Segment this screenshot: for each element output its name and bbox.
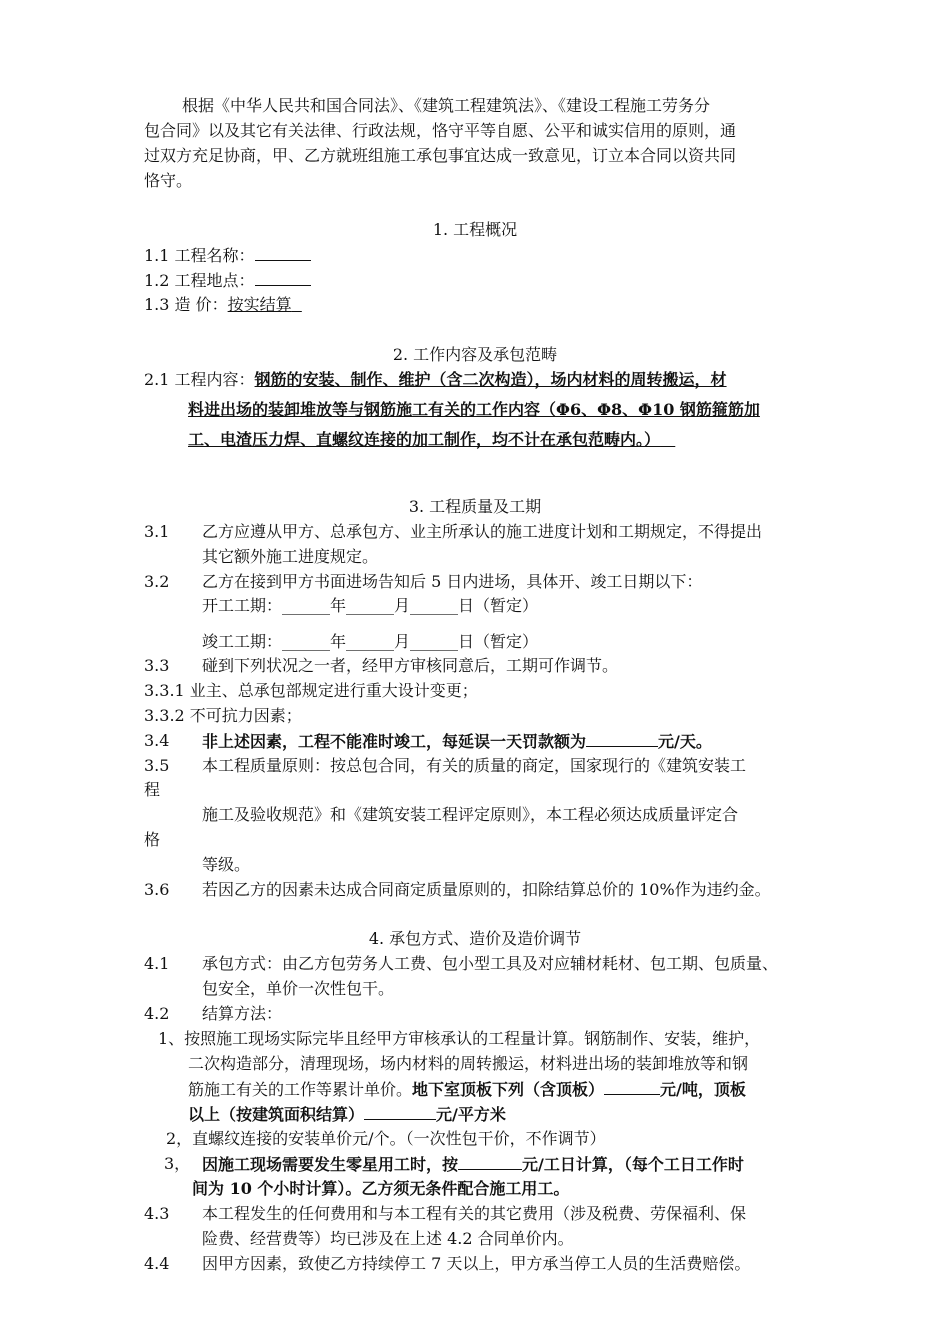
item-4-1-text-b: 包安全，单价一次性包干。 (202, 979, 395, 998)
project-name-blank (255, 244, 311, 261)
item-2-1-label: 2.1 工程内容： (144, 370, 255, 389)
para-1-line-b: 二次构造部分，清理现场，场内材料的周转搬运，材料进出场的装卸堆放等和钢 (188, 1054, 749, 1073)
penalty-text-a: 非上述因素，工程不能准时竣工，每延误一天罚款额为 (202, 732, 587, 751)
item-3-3-1: 3.3.1 业主、总承包部规定进行重大设计变更； (144, 681, 478, 700)
item-1-3-label: 1.3 造 价： (144, 295, 228, 314)
item-4-4-num: 4.4 (144, 1254, 170, 1273)
para-1-d-bold-2: 元/平方米 (436, 1105, 506, 1124)
project-location-blank (255, 269, 311, 286)
item-3-3-num: 3.3 (144, 656, 170, 675)
end-date: 竣工工期：______年______月______日（暂定） (202, 632, 539, 651)
section-4-heading: 4. 承包方式、造价及造价调节 (368, 929, 582, 948)
item-4-2-num: 4.2 (144, 1004, 170, 1023)
para-1-c-bold-2: 元/吨，顶板 (660, 1080, 746, 1099)
section-3-heading: 3. 工程质量及工期 (408, 497, 542, 516)
preamble-line-2: 包合同》以及其它有关法律、行政法规，恪守平等自愿、公平和诚实信用的原则，通 (144, 121, 737, 140)
item-3-2-text: 乙方在接到甲方书面进场告知后 5 日内进场，具体开、竣工日期以下： (202, 572, 703, 591)
item-2-1-line-1 (144, 369, 727, 391)
item-3-1-text-b: 其它额外施工进度规定。 (202, 547, 379, 566)
price-per-ton-blank (604, 1078, 660, 1095)
para-1-line-a: 1、按照施工现场实际完毕且经甲方审核承认的工程量计算。钢筋制作、安装，维护， (158, 1029, 761, 1048)
preamble-line-4: 恪守。 (144, 171, 193, 190)
para-3-a-1: 因施工现场需要发生零星用工时，按 (202, 1155, 459, 1174)
item-1-1-label: 1.1 工程名称： (144, 246, 255, 265)
preamble-line-1: 根据《中华人民共和国合同法》、《建筑工程建筑法》、《建设工程施工劳务分 (182, 96, 711, 115)
item-4-3-text-b: 险费、经营费等）均已涉及在上述 4.2 合同单价内。 (202, 1229, 574, 1248)
item-3-4-num: 3.4 (144, 731, 170, 750)
item-4-3-num: 4.3 (144, 1204, 170, 1223)
item-3-6-text: 若因乙方的因素未达成合同商定质量原则的，扣除结算总价的 10%作为违约金。 (202, 880, 771, 899)
item-3-5-text-e: 等级。 (202, 855, 251, 874)
para-3-a-2: 元/工日计算，（每个工日工作时 (522, 1155, 744, 1174)
para-3-line-a (202, 1153, 744, 1176)
item-3-5-text-d: 格 (144, 830, 161, 849)
item-1-2 (144, 269, 311, 292)
price-per-sqm-blank (364, 1103, 436, 1120)
work-content-3: 工、电渣压力焊、直螺纹连接的加工制作，均不计在承包范畴内。） (188, 430, 661, 449)
item-1-2-label: 1.2 工程地点： (144, 271, 255, 290)
item-3-3-text: 碰到下列状况之一者，经甲方审核同意后，工期可作调节。 (202, 656, 619, 675)
para-2: 2，直螺纹连接的安装单价元/个。（一次性包干价，不作调节） (166, 1129, 606, 1148)
cost-value: 按实结算 (227, 295, 292, 314)
item-4-1-text-a: 承包方式：由乙方包劳务人工费、包小型工具及对应辅材耗材、包工期、包质量、 (202, 954, 779, 973)
item-1-3 (144, 294, 302, 316)
penalty-text-b: 元/天。 (658, 732, 712, 751)
item-4-2-text: 结算方法： (202, 1004, 283, 1023)
work-content-1: 钢筋的安装、制作、维护（含二次构造），场内材料的周转搬运，材 (254, 370, 727, 389)
para-1-c-plain: 筋施工有关的工作等累计单价。 (188, 1080, 413, 1099)
daily-wage-blank (458, 1153, 522, 1170)
para-1-line-d (188, 1103, 506, 1126)
para-1-line-c (188, 1078, 746, 1101)
item-3-3-2: 3.3.2 不可抗力因素； (144, 706, 302, 725)
item-4-1-num: 4.1 (144, 954, 170, 973)
item-3-4-text (202, 730, 712, 753)
item-4-3-text-a: 本工程发生的任何费用和与本工程有关的其它费用（涉及税费、劳保福利、保 (202, 1204, 747, 1223)
work-content-2: 料进出场的装卸堆放等与钢筋施工有关的工作内容（Φ6、Φ8、Φ10 钢筋箍筋加 (188, 400, 760, 419)
para-3-line-b: 间为 10 个小时计算）。乙方须无条件配合施工用工。 (192, 1179, 570, 1198)
para-1-c-bold-1: 地下室顶板下列（含顶板） (412, 1080, 605, 1099)
penalty-amount-blank (586, 730, 658, 747)
preamble-line-3: 过双方充足协商，甲、乙方就班组施工承包事宜达成一致意见，订立本合同以资共同 (144, 146, 737, 165)
start-date: 开工工期：______年______月______日（暂定） (202, 596, 539, 615)
item-3-5-text-a: 本工程质量原则：按总包合同，有关的质量的商定，国家现行的《建筑安装工 (202, 756, 747, 775)
para-3-num: 3， (164, 1154, 191, 1173)
item-4-4-text: 因甲方因素，致使乙方持续停工 7 天以上，甲方承当停工人员的生活费赔偿。 (202, 1254, 751, 1273)
item-3-6-num: 3.6 (144, 880, 170, 899)
item-3-5-text-b: 程 (144, 780, 161, 799)
section-1-heading: 1. 工程概况 (432, 220, 518, 239)
item-3-5-num: 3.5 (144, 756, 170, 775)
item-3-1-num: 3.1 (144, 522, 170, 541)
item-3-5-text-c: 施工及验收规范》和《建筑安装工程评定原则》，本工程必须达成质量评定合 (202, 805, 739, 824)
work-content-3-line (188, 429, 675, 451)
item-3-1-text-a: 乙方应遵从甲方、总承包方、业主所承认的施工进度计划和工期规定，不得提出 (202, 522, 763, 541)
item-3-2-num: 3.2 (144, 572, 170, 591)
item-1-1 (144, 244, 311, 267)
para-1-d-bold-1: 以上（按建筑面积结算） (188, 1105, 365, 1124)
section-2-heading: 2. 工作内容及承包范畴 (392, 345, 558, 364)
